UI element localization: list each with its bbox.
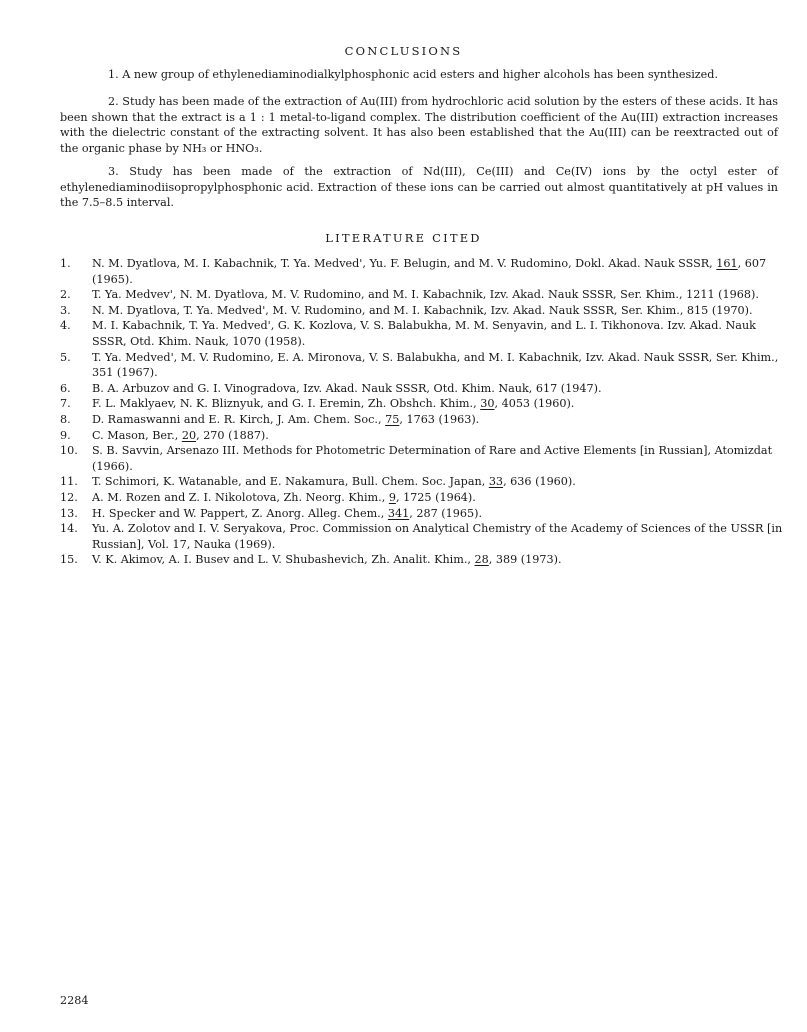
reference-citation: F. L. Maklyaev, N. K. Bliznyuk, and G. I. Eremin, Zh. Obshch. Khim.,	[92, 397, 481, 411]
reference-citation: A. M. Rozen and Z. I. Nikolotova, Zh. Neorg. Khim.,	[92, 490, 389, 504]
reference-number: 6.	[60, 381, 71, 395]
reference-number: 10.	[60, 444, 78, 458]
reference-citation: Yu. A. Zolotov and I. V. Seryakova, Proc. Commission on Analytical Chemistry of the Academy of Sciences of the USSR [in Russian], Vol. 17, Nauka (1969).	[92, 522, 783, 551]
reference-citation: N. M. Dyatlova, M. I. Kabachnik, T. Ya. Medved', Yu. F. Belugin, and M. V. Rudomino, Dokl. Akad. Nauk SSSR,	[92, 257, 717, 270]
reference-volume: 20	[181, 428, 197, 442]
reference-item	[60, 412, 785, 428]
reference-text	[92, 474, 785, 490]
reference-item	[60, 318, 785, 349]
reference-item	[60, 428, 785, 444]
reference-text	[92, 256, 785, 287]
reference-text	[92, 381, 785, 397]
reference-citation: N. M. Dyatlova, T. Ya. Medved', M. V. Rudomino, and M. I. Kabachnik, Izv. Akad. Nauk SSSR, Ser. Khim., 815 (1970).	[92, 303, 753, 317]
reference-pages: , 287 (1965).	[409, 506, 482, 520]
reference-pages: , 389 (1973).	[488, 553, 562, 567]
reference-pages: , 270 (1887).	[196, 428, 269, 442]
reference-volume: 341	[387, 506, 410, 520]
conclusion-item-3: 3. Study has been made of the extraction of Nd(III), Ce(III) and Ce(IV) ions by the octyl ester of ethylenediaminodiisopropylphosphonic acid. Extraction of these ions can be carried out almost quantitatively at pH values in the 7.5–8.5 interval.	[60, 165, 778, 210]
conclusion-item-1: 1. A new group of ethylenediaminodialkylphosphonic acid esters and higher alcohols has been synthesized.	[108, 68, 719, 81]
literature-cited-heading: LITERATURE CITED	[325, 231, 482, 245]
reference-number: 9.	[60, 428, 71, 442]
reference-pages: , 636 (1960).	[503, 475, 576, 489]
reference-citation: T. Ya. Medvev', N. M. Dyatlova, M. V. Rudomino, and M. I. Kabachnik, Izv. Akad. Nauk SSSR, Ser. Khim., 1211 (1968).	[92, 288, 759, 302]
conclusions-heading: CONCLUSIONS	[344, 44, 463, 58]
reference-citation: H. Specker and W. Pappert, Z. Anorg. Alleg. Chem.,	[92, 506, 388, 520]
reference-item	[60, 506, 785, 522]
reference-item	[60, 287, 785, 303]
reference-citation: T. Ya. Medved', M. V. Rudomino, E. A. Mironova, V. S. Balabukha, and M. I. Kabachnik, Izv. Akad. Nauk SSSR, Ser. Khim., 351 (1967).	[92, 350, 779, 380]
reference-pages: , 607 (1965).	[92, 257, 767, 286]
reference-number: 3.	[60, 303, 71, 317]
page-number: 2284	[60, 994, 89, 1007]
reference-item	[60, 350, 785, 381]
reference-number: 2.	[60, 288, 71, 302]
reference-text	[92, 552, 785, 568]
reference-text	[92, 443, 785, 474]
reference-text	[92, 521, 785, 552]
reference-volume: 33	[488, 475, 504, 489]
reference-number: 15.	[60, 553, 78, 567]
reference-number: 13.	[60, 506, 78, 520]
reference-text	[92, 318, 785, 349]
reference-number: 7.	[60, 397, 71, 411]
reference-volume: 28	[474, 553, 489, 567]
reference-citation: M. I. Kabachnik, T. Ya. Medved', G. K. Kozlova, V. S. Balabukha, M. M. Senyavin, and L. I. Tikhonova. Izv. Akad. Nauk SSSR, Otd. Khim. Nauk, 1070 (1958).	[92, 319, 756, 348]
reference-number: 1.	[60, 257, 71, 270]
reference-text	[92, 350, 785, 381]
reference-citation: B. A. Arbuzov and G. I. Vinogradova, Izv. Akad. Nauk SSSR, Otd. Khim. Nauk, 617 (1947).	[92, 381, 602, 395]
reference-item	[60, 490, 785, 506]
reference-citation: D. Ramaswanni and E. R. Kirch, J. Am. Chem. Soc.,	[92, 412, 386, 426]
reference-item	[60, 396, 785, 412]
reference-text	[92, 506, 785, 522]
conclusion-item-2: 2. Study has been made of the extraction of Au(III) from hydrochloric acid solution by the esters of these acids. It has been shown that the extract is a 1 : 1 metal-to-ligand complex. The distribution coefficient of the Au(III) extraction increases with the dielectric constant of the extracting solvent. It has also been established that the Au(III) can be reextracted out of the organic phase by NH₃ or HNO₃.	[60, 95, 778, 155]
reference-citation: S. B. Savvin, Arsenazo III. Methods for Photometric Determination of Rare and Active Elements [in Russian], Atomizdat (1966).	[92, 444, 773, 473]
reference-text	[92, 396, 785, 412]
reference-item	[60, 381, 785, 397]
reference-item	[60, 256, 785, 287]
reference-number: 8.	[60, 412, 71, 426]
reference-volume: 30	[480, 397, 495, 411]
reference-pages: , 1763 (1963).	[399, 412, 480, 426]
reference-item	[60, 474, 785, 490]
reference-item	[60, 303, 785, 319]
reference-pages: , 1725 (1964).	[395, 490, 476, 504]
reference-item	[60, 443, 785, 474]
reference-item	[60, 521, 785, 552]
reference-volume: 9	[388, 490, 396, 504]
reference-number: 4.	[60, 319, 71, 333]
reference-number: 11.	[60, 475, 78, 489]
reference-number: 14.	[60, 522, 78, 536]
reference-number: 12.	[60, 490, 78, 504]
reference-citation: T. Schimori, K. Watanable, and E. Nakamura, Bull. Chem. Soc. Japan,	[92, 475, 489, 489]
reference-citation: C. Mason, Ber.,	[92, 428, 182, 442]
reference-item	[60, 552, 785, 568]
reference-text	[92, 428, 785, 444]
reference-citation: V. K. Akimov, A. I. Busev and L. V. Shubashevich, Zh. Analit. Khim.,	[92, 553, 475, 567]
reference-pages: , 4053 (1960).	[494, 397, 575, 411]
reference-text	[92, 303, 785, 319]
reference-list	[60, 256, 785, 568]
reference-volume: 75	[385, 412, 400, 426]
reference-text	[92, 287, 785, 303]
reference-text	[92, 412, 785, 428]
reference-number: 5.	[60, 350, 71, 364]
reference-text	[92, 490, 785, 506]
reference-volume: 161	[716, 257, 738, 270]
